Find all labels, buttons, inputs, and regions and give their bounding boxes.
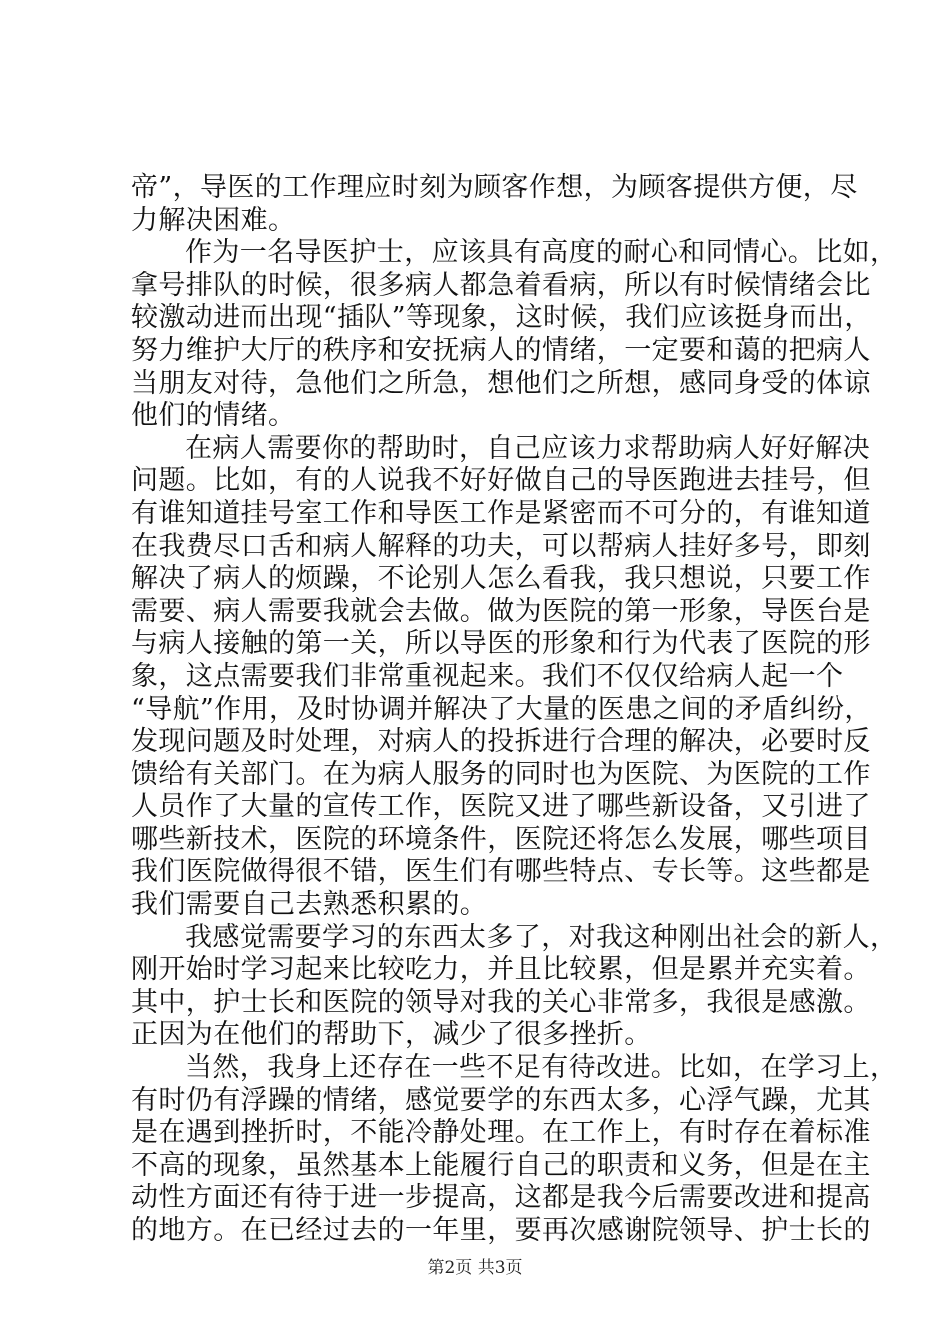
text-line: 不高的现象，虽然基本上能履行自己的职责和义务，但是在主 — [131, 1149, 871, 1181]
text-line: 的地方。在已经过去的一年里，要再次感谢院领导、护士长的 — [131, 1215, 871, 1246]
text-line: 努力维护大厅的秩序和安抚病人的情绪，一定要和蔼的把病人 — [131, 334, 871, 366]
text-line: 力解决困难。 — [131, 204, 296, 236]
text-line: 是在遇到挫折时，不能冷静处理。在工作上，有时存在着标准 — [131, 1117, 871, 1149]
text-line: 他们的情绪。 — [131, 400, 296, 432]
text-line: 我们医院做得很不错，医生们有哪些特点、专长等。这些都是 — [131, 856, 871, 888]
text-line: 在我费尽口舌和病人解释的功夫，可以帮病人挂好多号，即刻 — [131, 530, 871, 562]
text-line: 问题。比如，有的人说我不好好做自己的导医跑进去挂号，但 — [131, 465, 871, 497]
text-line: 人员作了大量的宣传工作，医院又进了哪些新设备，又引进了 — [131, 791, 871, 823]
paragraph-start-line: 在病人需要你的帮助时，自己应该力求帮助病人好好解决 — [185, 432, 870, 464]
text-line: 当朋友对待，急他们之所急，想他们之所想，感同身受的体谅 — [131, 367, 871, 399]
text-line: 正因为在他们的帮助下，减少了很多挫折。 — [131, 1019, 652, 1051]
paragraph-start-line: 作为一名导医护士，应该具有高度的耐心和同情心。比如， — [185, 237, 898, 269]
text-line: 发现问题及时处理，对病人的投拆进行合理的解决，必要时反 — [131, 726, 871, 758]
text-line: 有谁知道挂号室工作和导医工作是紧密而不可分的，有谁知道 — [131, 497, 871, 529]
text-line: 解决了病人的烦躁，不论别人怎么看我，我只想说，只要工作 — [131, 563, 871, 595]
text-line: 其中，护士长和医院的领导对我的关心非常多，我很是感激。 — [131, 986, 871, 1018]
text-line: “导航”作用，及时协调并解决了大量的医患之间的矛盾纠纷， — [131, 693, 872, 725]
paragraph-start-line: 当然，我身上还存在一些不足有待改进。比如，在学习上， — [185, 1052, 898, 1084]
text-line: 我们需要自己去熟悉积累的。 — [131, 889, 488, 921]
text-line: 有时仍有浮躁的情绪，感觉要学的东西太多，心浮气躁，尤其 — [131, 1084, 871, 1116]
text-line: 刚开始时学习起来比较吃力，并且比较累，但是累并充实着。 — [131, 954, 871, 986]
paragraph-start-line: 我感觉需要学习的东西太多了，对我这种刚出社会的新人， — [185, 921, 898, 953]
text-line: 与病人接触的第一关，所以导医的形象和行为代表了医院的形 — [131, 628, 871, 660]
text-line: 帝”，导医的工作理应时刻为顾客作想，为顾客提供方便，尽 — [131, 172, 858, 203]
text-line: 动性方面还有待于进一步提高，这都是我今后需要改进和提高 — [131, 1182, 871, 1214]
text-line: 象，这点需要我们非常重视起来。我们不仅仅给病人起一个 — [131, 660, 844, 692]
text-line: 需要、病人需要我就会去做。做为医院的第一形象，导医台是 — [131, 595, 871, 627]
text-line: 馈给有关部门。在为病人服务的同时也为医院、为医院的工作 — [131, 758, 871, 790]
page-number-footer: 第2页 共3页 — [427, 1258, 523, 1278]
text-line: 较激动进而出现“插队”等现象，这时候，我们应该挺身而出， — [131, 302, 872, 334]
text-line: 哪些新技术，医院的环境条件，医院还将怎么发展，哪些项目 — [131, 823, 871, 855]
text-line: 拿号排队的时候，很多病人都急着看病，所以有时候情绪会比 — [131, 269, 871, 301]
body-text — [131, 172, 898, 1248]
